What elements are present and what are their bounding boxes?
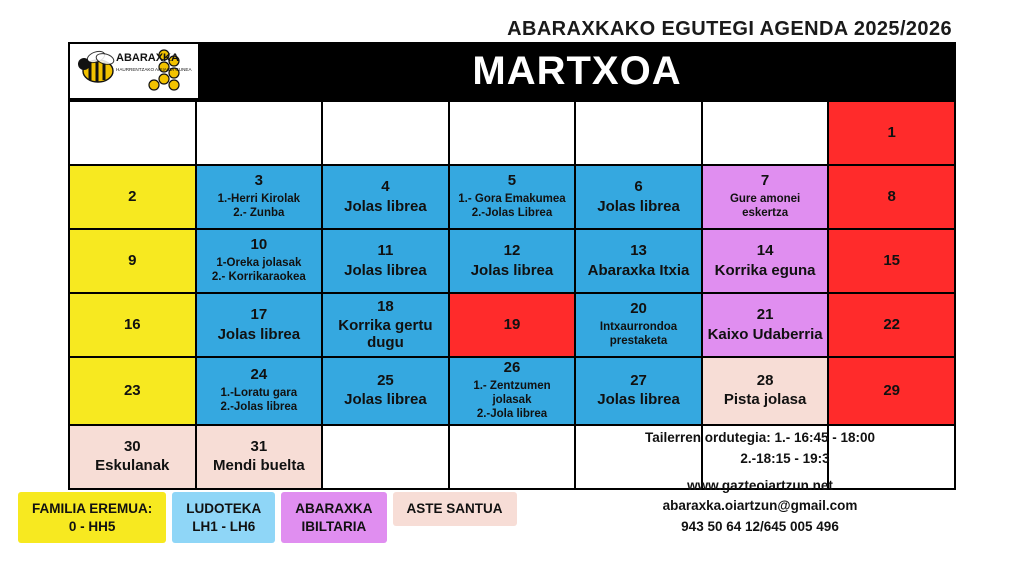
day-number: 19 <box>503 315 521 333</box>
calendar-cell-day-17 <box>196 293 323 357</box>
calendar-cell-day-31 <box>196 425 323 489</box>
calendar-cell-day-20 <box>575 293 702 357</box>
day-number: 7 <box>760 172 770 190</box>
day-number: 15 <box>883 251 901 269</box>
day-number: 23 <box>123 381 141 399</box>
calendar-cell-day-18 <box>322 293 449 357</box>
calendar-cell-day-24 <box>196 357 323 425</box>
calendar-cell-empty <box>69 101 196 165</box>
legend-label-primary: ABARAXKA <box>295 501 373 516</box>
schedule-line-2: 2.-18:15 - 19:3 <box>740 451 830 466</box>
calendar-cell-day-13 <box>575 229 702 293</box>
legend-label-primary: LUDOTEKA <box>186 501 262 516</box>
calendar-cell-day-30 <box>69 425 196 489</box>
day-number: 25 <box>377 371 394 389</box>
calendar-week-row <box>69 101 955 165</box>
calendar-cell-day-12 <box>449 229 576 293</box>
month-name: MARTXOA <box>472 48 682 93</box>
day-number: 24 <box>250 366 268 384</box>
day-number: 30 <box>123 437 141 455</box>
email[interactable]: abaraxka.oiartzun@gmail.com <box>662 498 858 514</box>
day-number: 17 <box>250 306 268 324</box>
day-event: Mendi buelta <box>213 457 305 475</box>
day-event: Jolas librea <box>597 197 680 215</box>
day-event: Jolas librea <box>344 197 427 215</box>
legend <box>18 492 517 543</box>
day-event: 1.-Loratu gara 2.-Jolas librea <box>220 386 298 414</box>
calendar-cell-day-3 <box>196 165 323 229</box>
day-event: Intxaurrondoa prestaketa <box>599 320 678 348</box>
calendar-cell-empty <box>449 425 576 489</box>
svg-text:ABARAXKA: ABARAXKA <box>116 52 179 64</box>
day-number: 29 <box>883 381 901 399</box>
day-number: 21 <box>756 306 774 324</box>
svg-text:HAURRENTZAKO AISIALDI GUNEA: HAURRENTZAKO AISIALDI GUNEA <box>116 67 192 72</box>
day-number: 26 <box>503 359 521 376</box>
calendar-cell-day-6 <box>575 165 702 229</box>
day-event: Gure amonei eskertza <box>729 192 801 220</box>
day-event: Jolas librea <box>597 391 680 409</box>
day-event: Eskulanak <box>95 457 170 475</box>
day-event: Korrika eguna <box>714 261 816 279</box>
calendar-cell-day-15 <box>828 229 955 293</box>
day-number: 8 <box>887 187 896 205</box>
calendar-cell-day-19 <box>449 293 576 357</box>
month-banner <box>68 42 956 100</box>
calendar-cell-day-28 <box>702 357 829 425</box>
day-event: Pista jolasa <box>723 391 807 409</box>
day-number: 13 <box>630 242 647 260</box>
day-event: 1.-Herri Kirolak 2.- Zunba <box>217 192 301 220</box>
notes-block <box>560 430 960 537</box>
day-number: 4 <box>381 178 390 196</box>
day-event: Korrika gertu dugu <box>338 317 433 352</box>
day-number: 28 <box>756 371 774 389</box>
calendar-cell-day-10 <box>196 229 323 293</box>
day-event: Jolas librea <box>344 391 427 409</box>
legend-label-primary: FAMILIA EREMUA: <box>32 501 153 516</box>
calendar-cell-day-25 <box>322 357 449 425</box>
day-number: 16 <box>123 315 141 333</box>
calendar-cell-empty <box>702 101 829 165</box>
phone: 943 50 64 12/645 005 496 <box>681 518 839 534</box>
day-number: 27 <box>630 371 647 389</box>
day-event: 1-Oreka jolasak 2.- Korrikaraokea <box>211 256 306 284</box>
day-number: 18 <box>377 297 394 315</box>
calendar-cell-day-2 <box>69 165 196 229</box>
calendar-week-row <box>69 357 955 425</box>
day-event: Jolas librea <box>470 261 554 279</box>
calendar-cell-day-7 <box>702 165 829 229</box>
calendar-cell-day-8 <box>828 165 955 229</box>
legend-ludoteka <box>172 492 275 543</box>
day-number: 12 <box>503 242 521 260</box>
calendar-cell-empty <box>575 101 702 165</box>
day-number: 2 <box>128 187 137 205</box>
day-event: 1.- Gora Emakumea 2.-Jolas Librea <box>458 192 566 220</box>
schedule-line-1: Tailerren ordutegia: 1.- 16:45 - 18:00 <box>644 430 876 445</box>
calendar-cell-day-21 <box>702 293 829 357</box>
day-number: 9 <box>128 251 137 269</box>
day-event: Abaraxka Itxia <box>587 261 690 279</box>
calendar-cell-day-1 <box>828 101 955 165</box>
calendar-cell-day-16 <box>69 293 196 357</box>
day-number: 22 <box>883 315 901 333</box>
legend-abaraxka-ibiltaria <box>281 492 386 543</box>
calendar-cell-day-4 <box>322 165 449 229</box>
calendar-cell-day-5 <box>449 165 576 229</box>
day-event: 1.- Zentzumen jolasak 2.-Jola librea <box>473 379 551 421</box>
calendar-cell-empty <box>449 101 576 165</box>
calendar-week-row <box>69 165 955 229</box>
legend-familia-eremua <box>18 492 166 543</box>
legend-aste-santua <box>393 492 517 526</box>
calendar-cell-day-26 <box>449 357 576 425</box>
day-number: 14 <box>756 242 774 260</box>
day-number: 10 <box>250 236 268 254</box>
calendar-cell-empty <box>322 425 449 489</box>
calendar-week-row <box>69 293 955 357</box>
calendar-cell-day-23 <box>69 357 196 425</box>
legend-label-secondary: 0 - HH5 <box>68 518 116 534</box>
calendar-cell-day-27 <box>575 357 702 425</box>
legend-label-primary: ASTE SANTUA <box>406 501 503 516</box>
calendar-cell-day-29 <box>828 357 955 425</box>
legend-label-secondary: LH1 - LH6 <box>192 518 256 534</box>
website[interactable]: www.gazteoiartzun.net <box>687 478 833 493</box>
calendar-week-row <box>69 229 955 293</box>
page-title: ABARAXKAKO EGUTEGI AGENDA 2025/2026 <box>507 18 952 40</box>
calendar-cell-day-9 <box>69 229 196 293</box>
day-number: 5 <box>507 172 517 190</box>
day-event: Jolas librea <box>217 325 301 343</box>
day-number: 3 <box>254 172 264 190</box>
day-number: 20 <box>630 300 647 318</box>
calendar-cell-day-11 <box>322 229 449 293</box>
legend-label-secondary: IBILTARIA <box>301 518 367 534</box>
day-number: 31 <box>250 437 268 455</box>
calendar-cell-day-22 <box>828 293 955 357</box>
bee-logo-icon <box>72 45 196 97</box>
day-event: Kaixo Udaberria <box>707 325 823 343</box>
calendar-cell-empty <box>196 101 323 165</box>
day-event: Jolas librea <box>344 261 427 279</box>
calendar-cell-empty <box>322 101 449 165</box>
day-number: 6 <box>634 178 643 196</box>
calendar-cell-day-14 <box>702 229 829 293</box>
calendar-container <box>68 42 956 490</box>
day-number: 1 <box>887 123 896 141</box>
day-number: 11 <box>377 242 394 260</box>
abaraxka-logo <box>70 44 200 98</box>
